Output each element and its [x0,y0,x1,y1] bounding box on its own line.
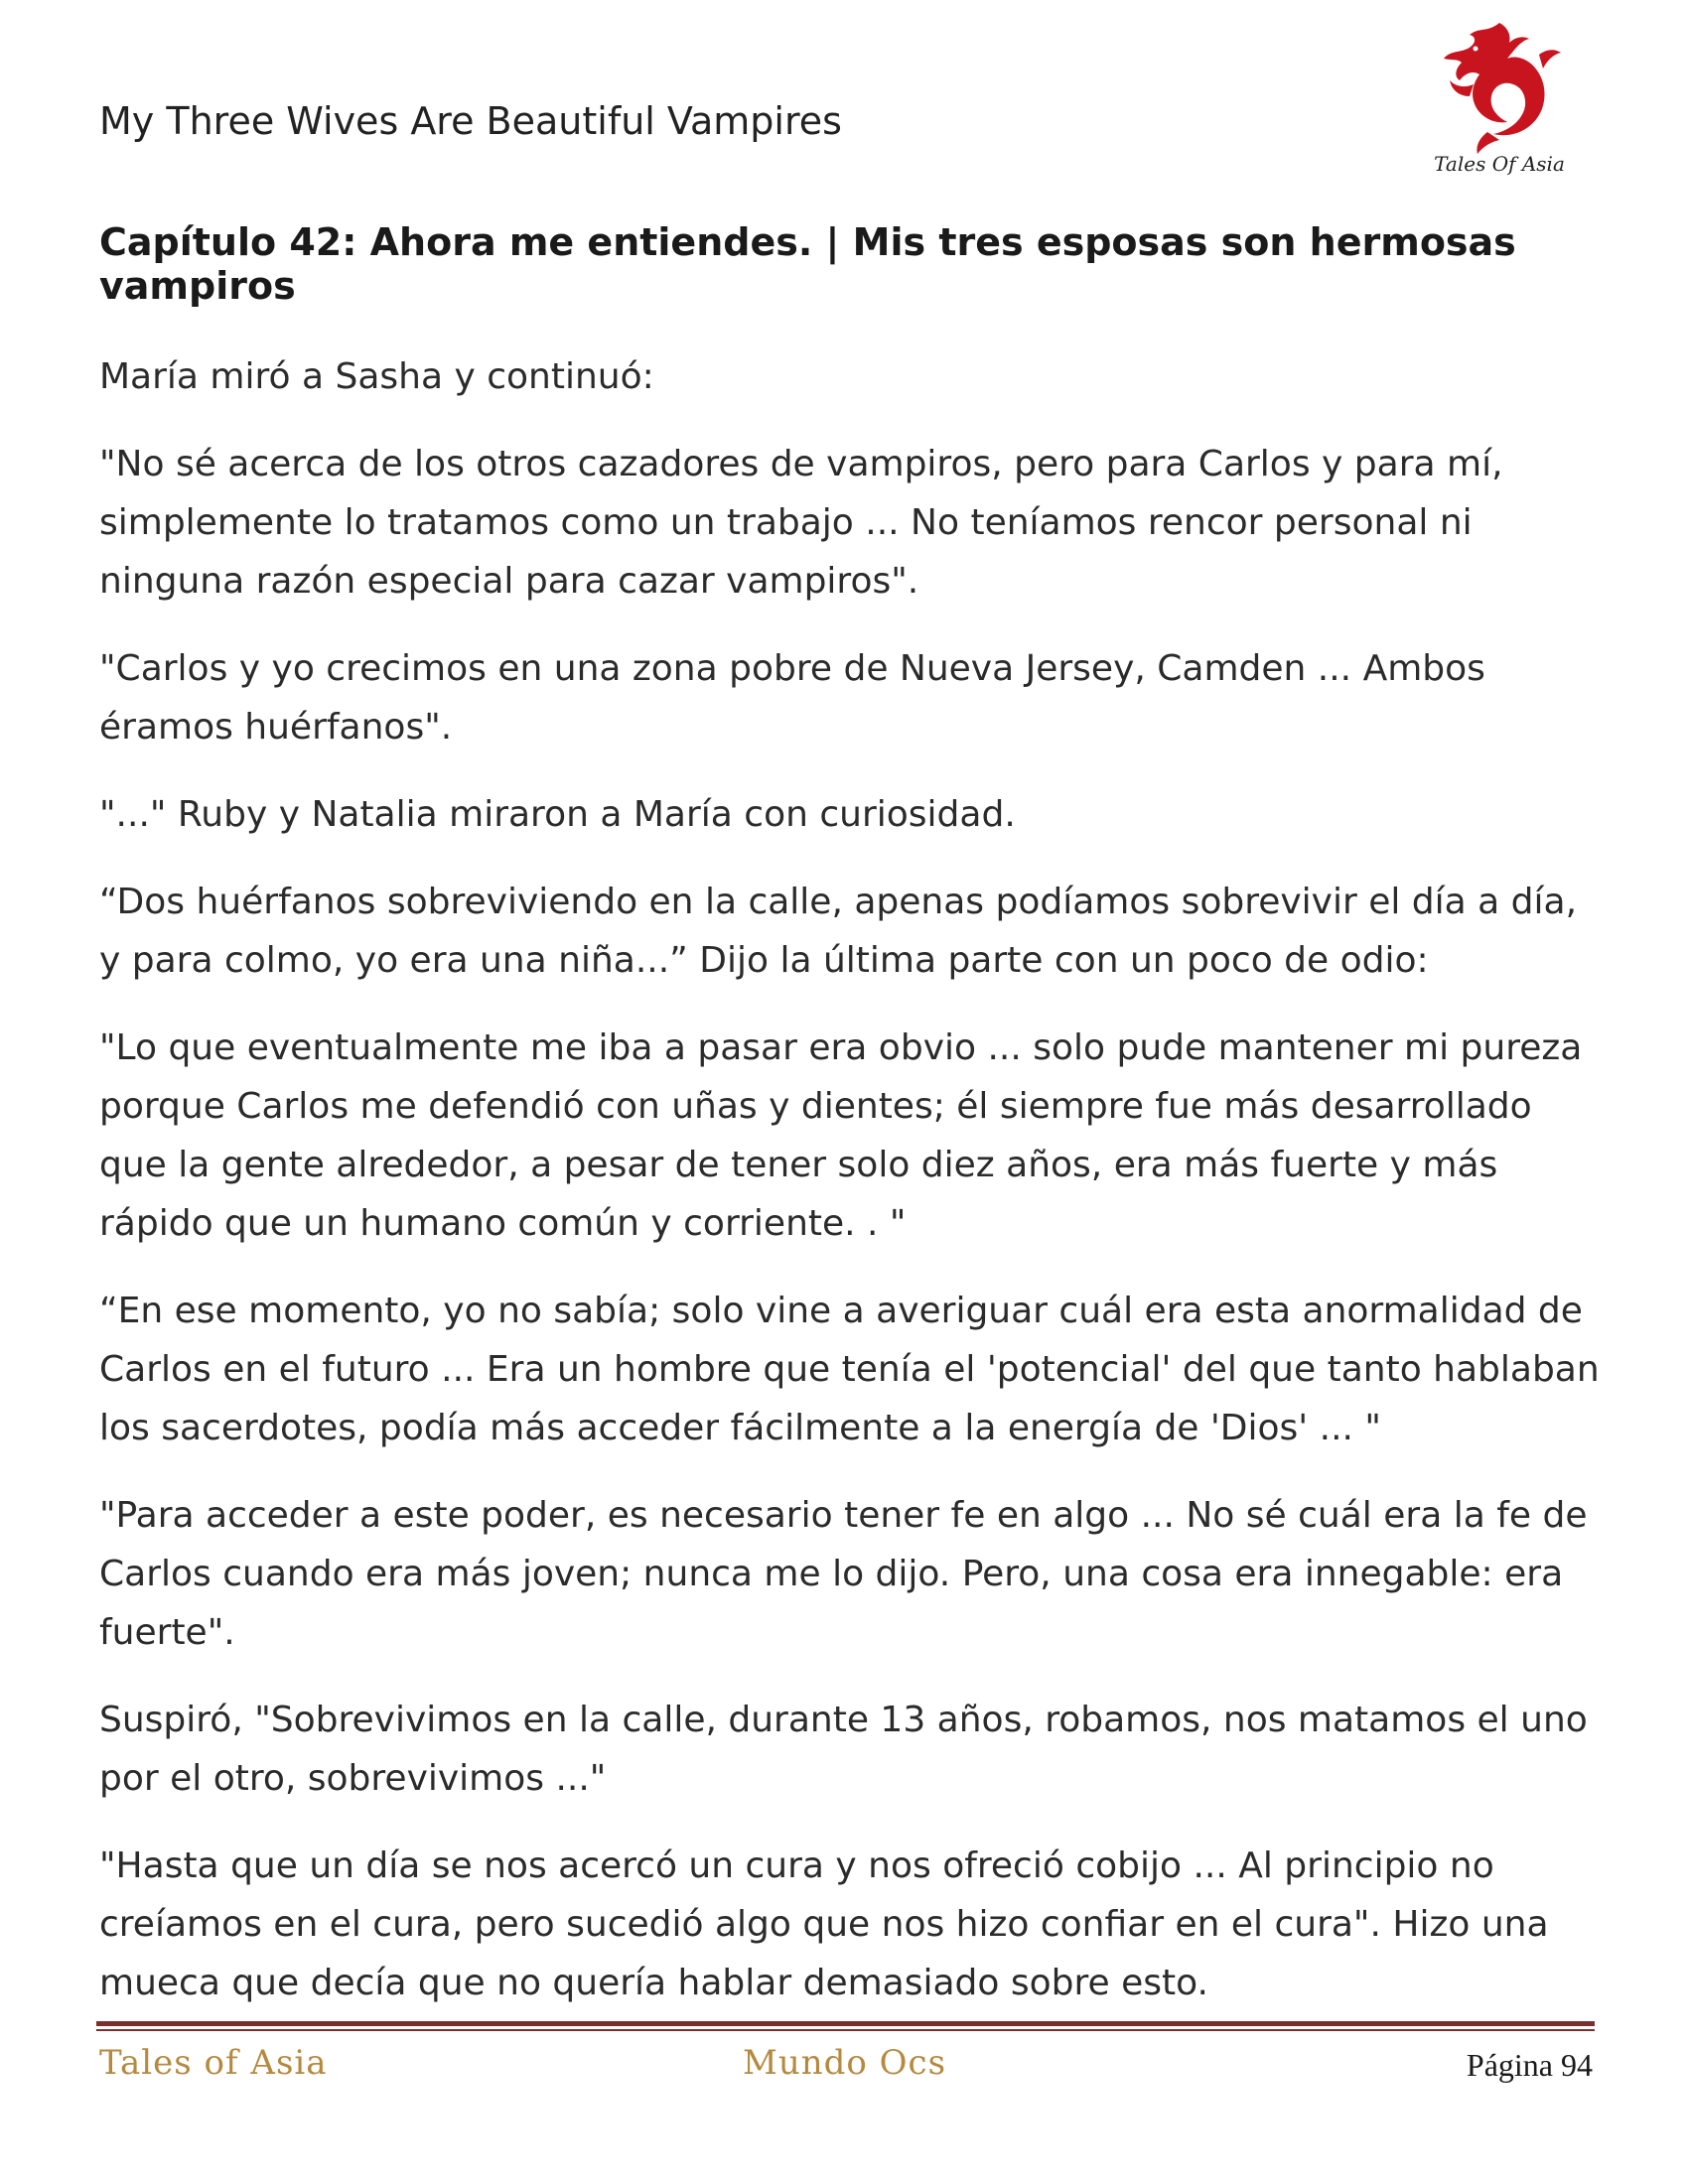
paragraph: "Hasta que un día se nos acercó un cura y nos ofreció cobijo ... Al principio no creíamos en el cura, pero sucedió algo que nos hizo confiar en el cura". Hizo una mueca que decía que no quería hablar demasiado sobre esto. [99,1845,1549,2003]
logo-text: Tales Of Asia [1434,152,1565,176]
chapter-title: Capítulo 42: Ahora me entiendes. | Mis tres esposas son hermosas vampiros [99,220,1516,308]
paragraph: "Carlos y yo crecimos en una zona pobre de Nueva Jersey, Camden ... Ambos éramos huérfanos". [99,648,1485,748]
page-number: Página 94 [1466,2047,1593,2083]
footer-divider [96,2021,1595,2026]
tales-of-asia-logo [1430,15,1569,184]
paragraph: "Lo que eventualmente me iba a pasar era obvio ... solo pude mantener mi pureza porque Carlos me defendió con uñas y dientes; él siempre fue más desarrollado que la gente alrededor, a pesar de tener solo diez años, era más fuerte y más rápido que un humano común y corriente. . " [99,1027,1583,1244]
paragraph: "Para acceder a este poder, es necesario tener fe en algo ... No sé cuál era la fe de Carlos cuando era más joven; nunca me lo dijo. Pero, una cosa era innegable: era fuerte". [99,1495,1588,1653]
footer-divider-thin [96,2029,1595,2031]
book-title: My Three Wives Are Beautiful Vampires [99,99,842,143]
paragraph: “En ese momento, yo no sabía; solo vine a averiguar cuál era esta anormalidad de Carlos en el futuro ... Era un hombre que tenía el 'potencial' del que tanto hablaban los sacerdotes, podía más acceder fácilmente a la energía de 'Dios' ... " [99,1291,1600,1448]
paragraph: "..." Ruby y Natalia miraron a María con curiosidad. [99,794,1016,835]
paragraph: “Dos huérfanos sobreviviendo en la calle, apenas podíamos sobrevivir el día a día, y para colmo, yo era una niña...” Dijo la última parte con un poco de odio: [99,882,1578,981]
footer-publisher: Tales of Asia [99,2043,328,2083]
footer-translator: Mundo Ocs [743,2043,947,2083]
paragraph: María miró a Sasha y continuó: [99,356,654,397]
paragraph: "No sé acerca de los otros cazadores de vampiros, pero para Carlos y para mí, simplemente lo tratamos como un trabajo ... No teníamos rencor personal ni ninguna razón especial para cazar vampiros". [99,444,1503,602]
paragraph: Suspiró, "Sobrevivimos en la calle, durante 13 años, robamos, nos matamos el uno por el otro, sobrevivimos ..." [99,1700,1588,1799]
chapter-body [99,347,1609,2041]
dragon-logo-icon [1430,15,1569,164]
